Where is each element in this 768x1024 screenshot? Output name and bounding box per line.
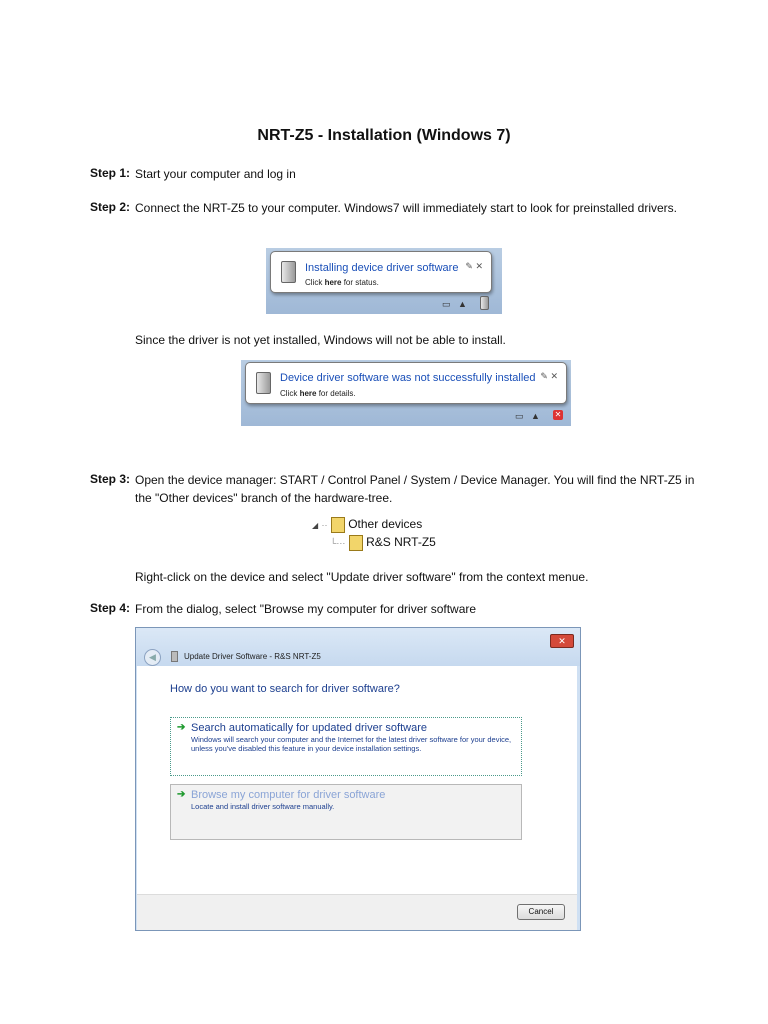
tray-icons: ▭ ▲: [515, 411, 540, 421]
notification-balloon-error: [245, 362, 567, 404]
green-arrow-icon: ➔: [177, 722, 186, 733]
tray-icons: ▭ ▲: [442, 299, 467, 309]
balloon-title: Device driver software was not successfully installed: [280, 372, 536, 384]
tree-item-other-devices[interactable]: Other devices: [348, 517, 423, 532]
notification-balloon: [270, 251, 492, 293]
step-1-label: Step 1:: [90, 166, 131, 180]
dialog-question: How do you want to search for driver software?: [170, 683, 400, 695]
step-3-text: Open the device manager: START / Control Panel / System / Device Manager. You will find the NRT-Z5 in the "Other devices" branch of the hardware-tree.: [135, 473, 695, 505]
usb-device-icon: [480, 296, 489, 310]
balloon-options-icons[interactable]: ✎ ✕: [540, 371, 558, 381]
device-icon: [171, 651, 178, 662]
device-error-icon: [256, 372, 271, 394]
balloon-subtitle: Click here for details.: [280, 389, 356, 398]
device-icon: [281, 261, 296, 283]
step-4-label: Step 4:: [90, 601, 131, 615]
notification-screenshot-2: [241, 360, 571, 426]
step-2-after-text: Since the driver is not yet installed, Windows will not be able to install.: [135, 333, 506, 347]
update-driver-dialog: [135, 627, 581, 931]
cancel-button[interactable]: Cancel: [517, 904, 565, 920]
notification-screenshot-1: [266, 248, 502, 314]
page-title: NRT-Z5 - Installation (Windows 7): [257, 127, 511, 144]
step-3-label: Step 3:: [90, 472, 131, 486]
step-2-label: Step 2:: [90, 200, 131, 214]
option-title: Search automatically for updated driver software: [191, 722, 428, 734]
option-description: Windows will search your computer and the Internet for the latest driver software for your device, unless you've disabled this feature in your device installation settings.: [191, 735, 512, 753]
error-icon: ✕: [554, 410, 562, 419]
close-icon[interactable]: ✕: [550, 634, 574, 648]
option-title: Browse my computer for driver software: [191, 789, 386, 801]
green-arrow-icon: ➔: [177, 789, 186, 800]
browse-computer-option[interactable]: [170, 784, 522, 840]
expand-triangle-icon[interactable]: ◢: [312, 521, 319, 531]
balloon-title: Installing device driver software: [305, 262, 459, 274]
dialog-footer: [137, 894, 577, 930]
dialog-body: [137, 666, 577, 894]
device-tree-parent[interactable]: ◢ ·· Other devices: [312, 517, 423, 532]
step-4-text: From the dialog, select "Browse my computer for driver software: [135, 602, 477, 616]
tree-item-nrt-z5[interactable]: R&S NRT-Z5: [366, 535, 436, 550]
back-arrow-icon[interactable]: ◀: [144, 649, 161, 666]
dialog-title: Update Driver Software - R&S NRT-Z5: [184, 652, 321, 661]
device-tree-child[interactable]: └··· R&S NRT-Z5: [330, 535, 436, 550]
step-1-text: Start your computer and log in: [135, 167, 296, 181]
balloon-subtitle: Click here for status.: [305, 278, 379, 287]
balloon-options-icons[interactable]: ✎ ✕: [465, 261, 483, 271]
warning-device-icon: [349, 535, 363, 551]
dialog-titlebar: [136, 628, 580, 666]
search-automatically-option[interactable]: [170, 717, 522, 776]
step-3-after-text: Right-click on the device and select "Update driver software" from the context menue.: [135, 570, 589, 584]
step-2-text: Connect the NRT-Z5 to your computer. Windows7 will immediately start to look for preinstalled drivers.: [135, 201, 677, 215]
option-description: Locate and install driver software manually.: [191, 802, 335, 811]
unknown-device-icon: [331, 517, 345, 533]
